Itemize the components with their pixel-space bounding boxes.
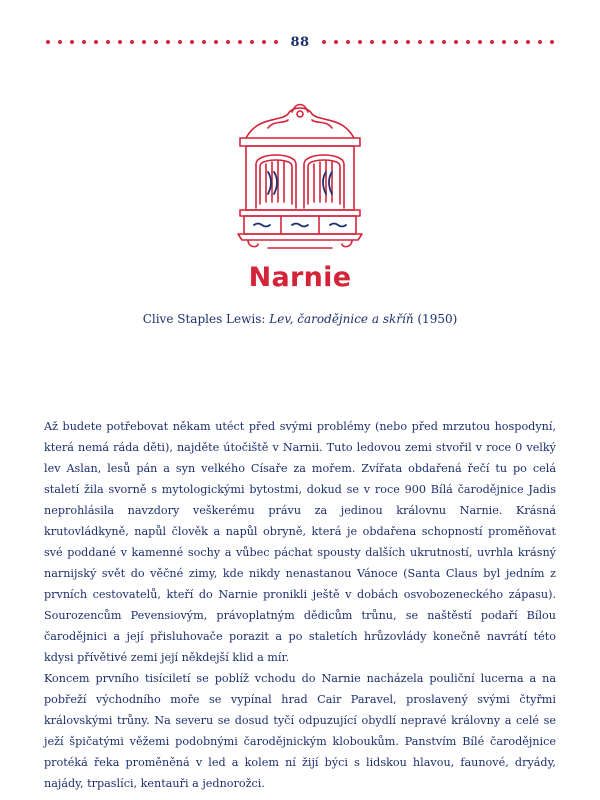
rule-dot xyxy=(334,40,338,44)
rule-dot xyxy=(142,40,146,44)
page-header xyxy=(46,32,554,52)
rule-dot xyxy=(154,40,158,44)
rule-dot xyxy=(202,40,206,44)
rule-dot xyxy=(238,40,242,44)
dotted-rule-right xyxy=(322,39,554,45)
rule-dot xyxy=(430,40,434,44)
rule-dot xyxy=(406,40,410,44)
page-title: Narnie xyxy=(248,262,352,293)
author-name: Clive Staples Lewis: xyxy=(142,312,270,326)
rule-dot xyxy=(466,40,470,44)
rule-dot xyxy=(490,40,494,44)
rule-dot xyxy=(46,40,50,44)
rule-dot xyxy=(346,40,350,44)
rule-dot xyxy=(178,40,182,44)
paragraph: Koncem prvního tisíciletí se poblíž vchodu do Narnie nacházela pouliční lucerna a na pobřeží východního moře se vypínal hrad Cair Paravel, proslavený svými čtyřmi královskými trůny. Na severu se dosud tyčí odpuzující obydlí nepravé královny a celé se ježí špičatými věžemi podobnými čarodějnickým kloboukům. Panstvím Bílé čarodějnice protéká řeka proměněná v led a kolem ní žijí býci s lidskou hlavou, faunové, dryády, najády, trpaslíci, kentauři a jednorožci. xyxy=(44,672,556,790)
page-number: 88 xyxy=(290,34,310,50)
article-body xyxy=(44,416,556,794)
rule-dot xyxy=(370,40,374,44)
work-title: Lev, čarodějnice a skříň xyxy=(269,312,414,326)
rule-dot xyxy=(94,40,98,44)
rule-dot xyxy=(538,40,542,44)
rule-dot xyxy=(130,40,134,44)
rule-dot xyxy=(190,40,194,44)
rule-dot xyxy=(82,40,86,44)
rule-dot xyxy=(226,40,230,44)
rule-dot xyxy=(214,40,218,44)
rule-dot xyxy=(454,40,458,44)
dotted-rule-left xyxy=(46,39,278,45)
rule-dot xyxy=(382,40,386,44)
source-citation xyxy=(0,312,600,326)
rule-dot xyxy=(70,40,74,44)
rule-dot xyxy=(322,40,326,44)
rule-dot xyxy=(58,40,62,44)
wardrobe-icon xyxy=(228,98,372,254)
publication-year: (1950) xyxy=(413,312,458,326)
rule-dot xyxy=(262,40,266,44)
rule-dot xyxy=(550,40,554,44)
rule-dot xyxy=(118,40,122,44)
rule-dot xyxy=(478,40,482,44)
rule-dot xyxy=(514,40,518,44)
rule-dot xyxy=(166,40,170,44)
rule-dot xyxy=(358,40,362,44)
rule-dot xyxy=(502,40,506,44)
rule-dot xyxy=(418,40,422,44)
paragraph: Až budete potřebovat někam utéct před svými problémy (nebo před mrzutou hospodyní, která nemá ráda děti), najděte útočiště v Narnii. Tuto ledovou zemi stvořil v roce 0 velký lev Aslan, lesů pán a syn velkého Císaře za mořem. Zvířata obdařená řečí tu po celá staletí žila svorně s mytologickými bytostmi, dokud se v roce 900 Bílá čarodějnice Jadis neprohlásila navzdory veškerému právu za jedinou královnu Narnie. Krásná krutovládkyně, napůl člověk a napůl obryně, která je obdařena schopností proměňovat své poddané v kamenné sochy a vůbec páchat spousty dalších ukrutností, uvrhla krásný narnijský svět do věčné zimy, kde nikdy nenastanou Vánoce (Santa Claus byl jedním z prvních cestovatelů, kteří do Narnie pronikli ještě v dobách osvobozeneckého zápasu). Sourozencům Pevensiovým, právoplatným dědicům trůnu, se naštěstí podaří Bílou čarodějnici a její přisluhovače porazit a po staletích hrůzovlády konečně navrátí této kdysi přívětivé zemi její někdejší klid a mír. xyxy=(44,420,556,664)
rule-dot xyxy=(526,40,530,44)
rule-dot xyxy=(394,40,398,44)
rule-dot xyxy=(250,40,254,44)
rule-dot xyxy=(106,40,110,44)
rule-dot xyxy=(442,40,446,44)
